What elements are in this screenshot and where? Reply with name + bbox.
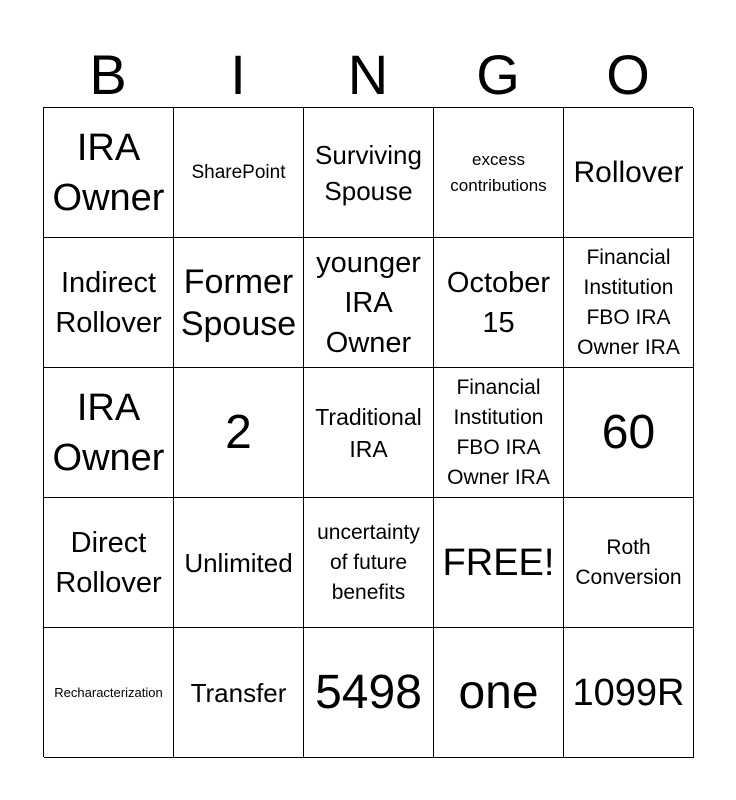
header-letter-g: G bbox=[476, 43, 520, 106]
cell-text: IRA Owner bbox=[52, 386, 165, 479]
cell-text: Traditional IRA bbox=[315, 403, 422, 462]
bingo-cell[interactable] bbox=[44, 238, 174, 368]
cell-text: Transfer bbox=[190, 677, 287, 708]
bingo-cell[interactable] bbox=[434, 108, 564, 238]
cell-text: younger IRA Owner bbox=[316, 246, 421, 359]
cell-text: October 15 bbox=[446, 266, 551, 339]
bingo-cell[interactable] bbox=[304, 368, 434, 498]
header-letter-n: N bbox=[347, 43, 389, 106]
bingo-cell[interactable] bbox=[304, 628, 434, 758]
bingo-cell[interactable] bbox=[564, 498, 694, 628]
header-letter-o: O bbox=[606, 43, 650, 106]
header-letter-i: I bbox=[230, 43, 246, 106]
cell-text: 5498 bbox=[315, 665, 422, 719]
cell-text: excess contributions bbox=[450, 149, 547, 195]
cell-text: Indirect Rollover bbox=[55, 266, 162, 339]
bingo-cell[interactable] bbox=[304, 238, 434, 368]
bingo-card-grid bbox=[43, 107, 693, 757]
cell-text: IRA Owner bbox=[52, 126, 165, 219]
bingo-cell[interactable] bbox=[434, 498, 564, 628]
cell-text: one bbox=[458, 665, 539, 719]
bingo-cell[interactable] bbox=[174, 628, 304, 758]
bingo-cell[interactable] bbox=[174, 238, 304, 368]
cell-text: Recharacterization bbox=[54, 684, 163, 700]
cell-text: Financial Institution FBO IRA Owner IRA bbox=[447, 375, 550, 489]
bingo-cell[interactable] bbox=[44, 368, 174, 498]
bingo-cell[interactable] bbox=[434, 238, 564, 368]
cell-text: Unlimited bbox=[184, 547, 293, 578]
bingo-header bbox=[43, 44, 693, 106]
cell-text: FREE! bbox=[442, 541, 555, 584]
bingo-cell[interactable] bbox=[564, 368, 694, 498]
bingo-cell[interactable] bbox=[564, 108, 694, 238]
cell-text: Roth Conversion bbox=[575, 535, 682, 589]
header-letter-b: B bbox=[89, 43, 127, 106]
cell-text: Rollover bbox=[573, 155, 684, 189]
cell-text: Surviving Spouse bbox=[315, 139, 422, 206]
bingo-cell[interactable] bbox=[434, 628, 564, 758]
bingo-cell[interactable] bbox=[304, 108, 434, 238]
cell-text: Financial Institution FBO IRA Owner IRA bbox=[577, 245, 680, 359]
cell-text: 60 bbox=[601, 405, 656, 459]
cell-text: uncertainty of future benefits bbox=[317, 520, 420, 604]
bingo-cell[interactable] bbox=[564, 238, 694, 368]
bingo-cell[interactable] bbox=[174, 498, 304, 628]
cell-text: 2 bbox=[225, 405, 252, 459]
cell-text: SharePoint bbox=[191, 161, 286, 183]
bingo-cell[interactable] bbox=[44, 108, 174, 238]
bingo-cell[interactable] bbox=[44, 498, 174, 628]
bingo-cell[interactable] bbox=[174, 108, 304, 238]
bingo-cell[interactable] bbox=[44, 628, 174, 758]
bingo-cell[interactable] bbox=[304, 498, 434, 628]
cell-text: Direct Rollover bbox=[55, 526, 162, 599]
bingo-cell[interactable] bbox=[564, 628, 694, 758]
bingo-cell[interactable] bbox=[434, 368, 564, 498]
cell-text: Former Spouse bbox=[180, 262, 297, 343]
cell-text: 1099R bbox=[572, 671, 685, 714]
bingo-cell[interactable] bbox=[174, 368, 304, 498]
